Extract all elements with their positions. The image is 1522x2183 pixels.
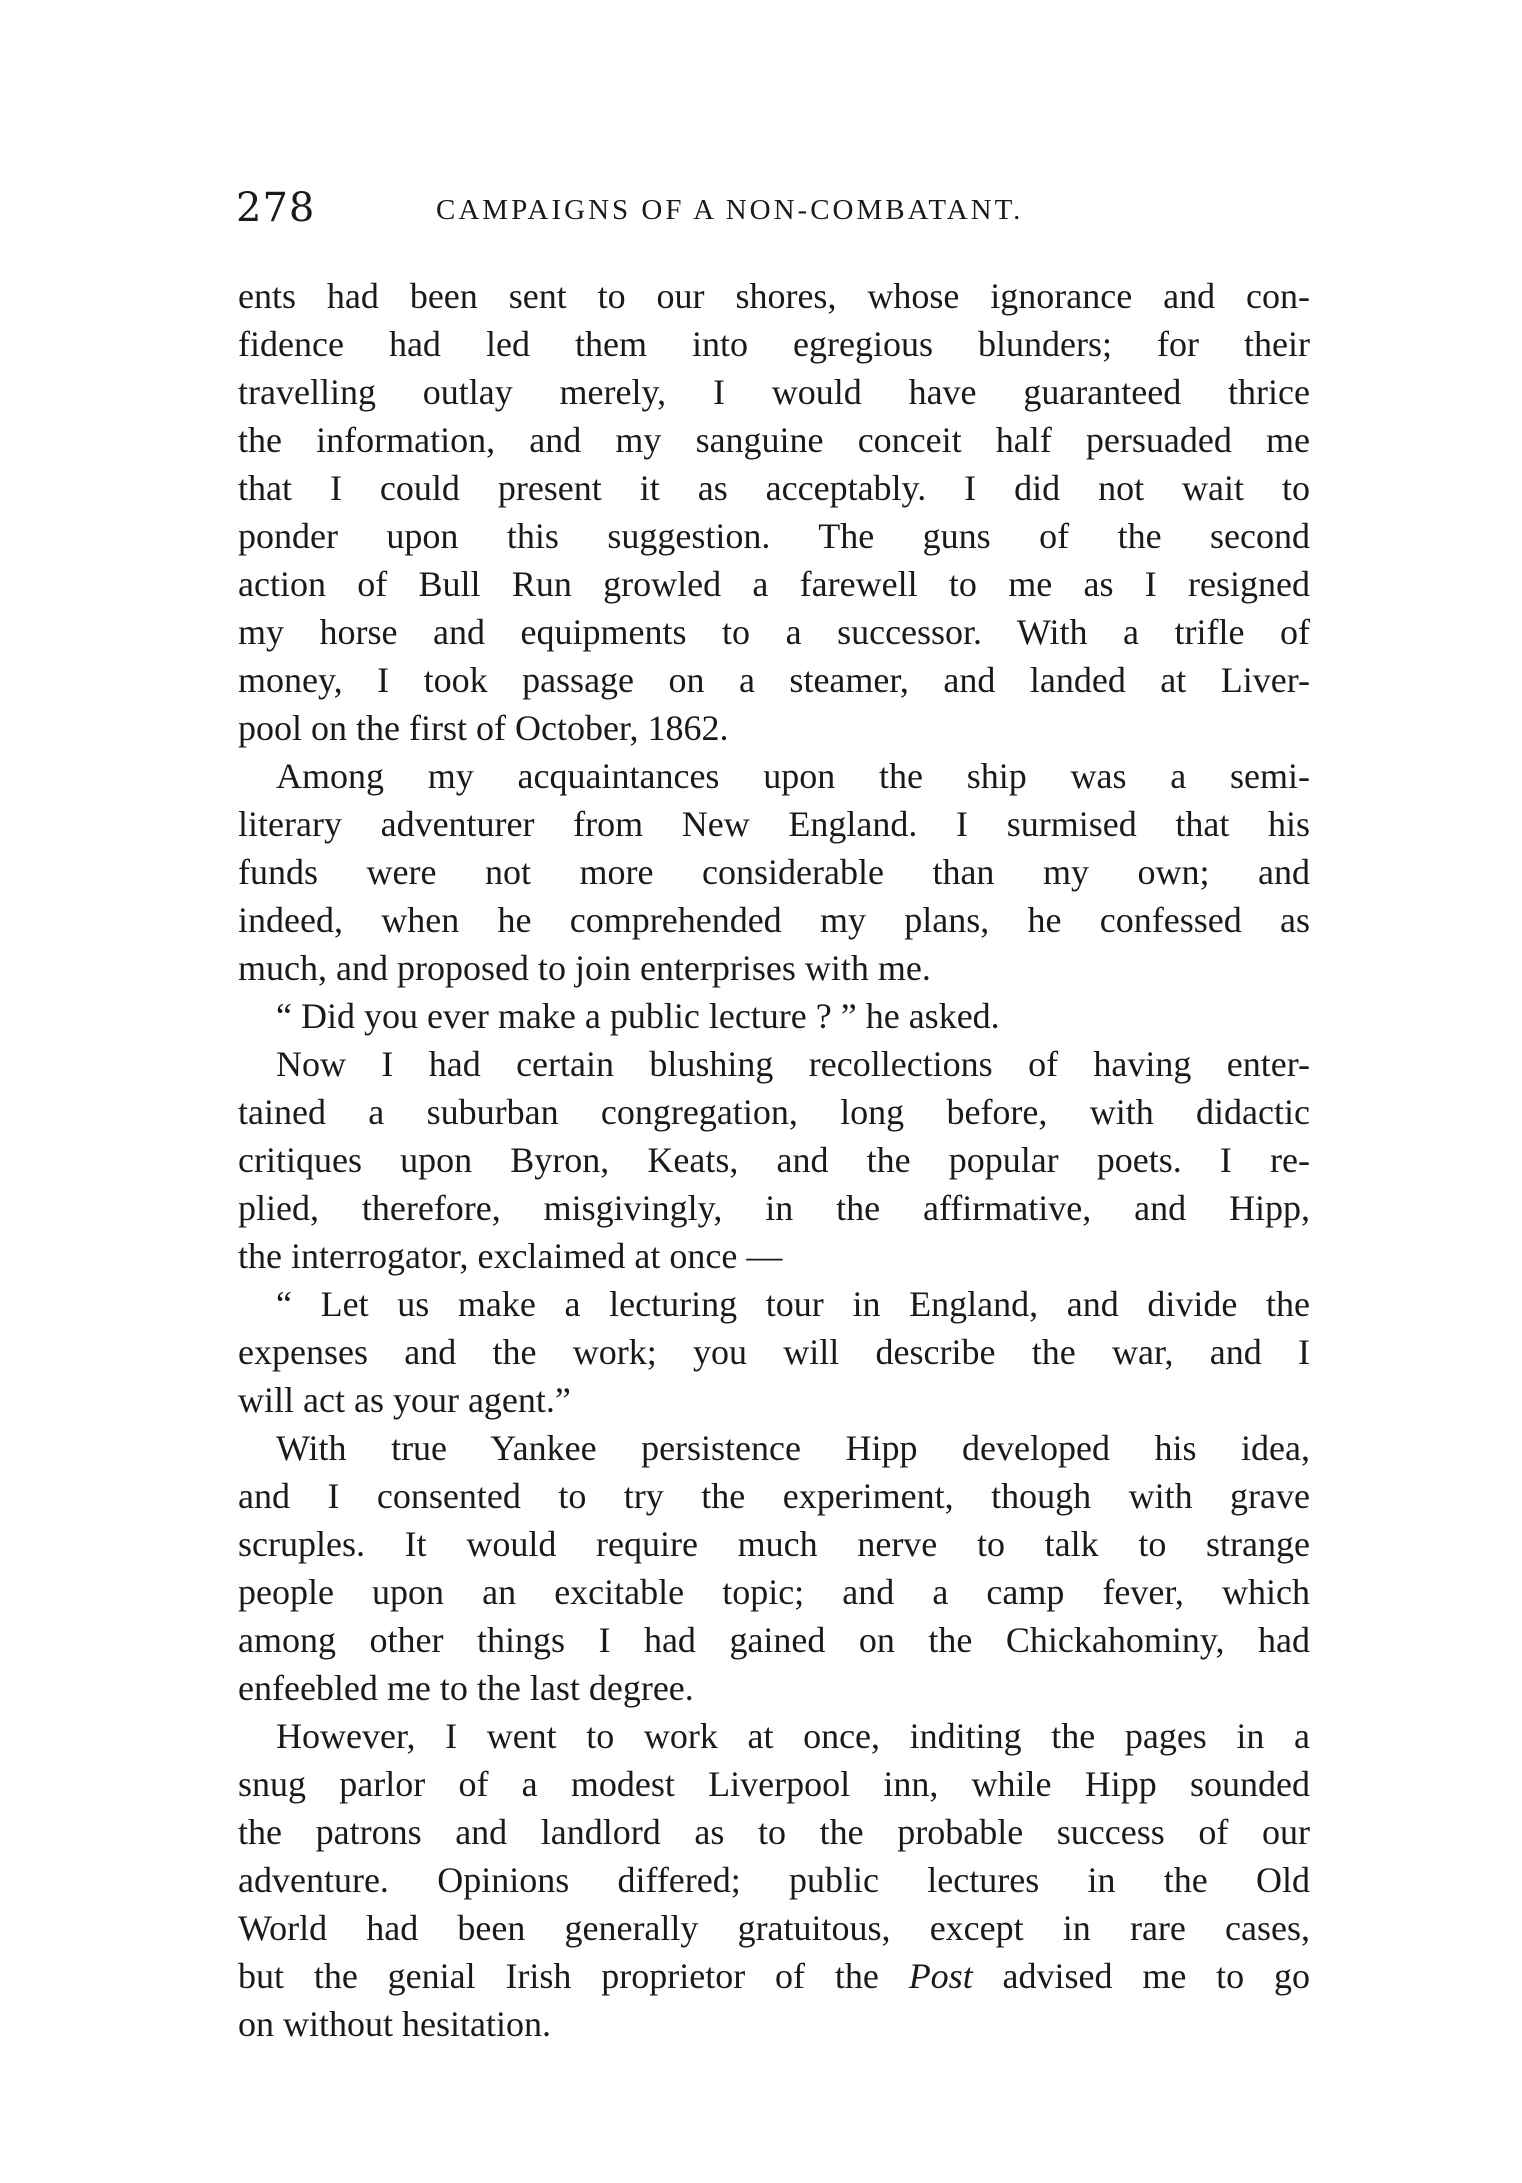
text-line: people upon an excitable topic; and a camp fever, which <box>238 1572 1310 1612</box>
text-line: “ Let us make a lecturing tour in England, and divide the <box>276 1284 1310 1324</box>
text-line: the interrogator, exclaimed at once — <box>238 1236 783 1276</box>
text-line: scruples. It would require much nerve to talk to strange <box>238 1524 1310 1564</box>
text-line: fidence had led them into egregious blunders; for their <box>238 324 1310 364</box>
text-line: will act as your agent.” <box>238 1380 571 1420</box>
text-segment: but the genial Irish proprietor of the <box>238 1956 909 1996</box>
text-line: However, I went to work at once, inditing the pages in a <box>276 1716 1310 1756</box>
text-line: ponder upon this suggestion. The guns of the second <box>238 516 1310 556</box>
running-head <box>236 178 1316 238</box>
text-line: tained a suburban congregation, long before, with didactic <box>238 1092 1310 1132</box>
text-line: and I consented to try the experiment, though with grave <box>238 1476 1310 1516</box>
text-line: “ Did you ever make a public lecture ? ” he asked. <box>276 996 1000 1036</box>
text-line: Now I had certain blushing recollections of having enter- <box>276 1044 1310 1084</box>
body-text <box>238 272 1310 2048</box>
text-line: the patrons and landlord as to the probable success of our <box>238 1812 1310 1852</box>
text-line: plied, therefore, misgivingly, in the affirmative, and Hipp, <box>238 1188 1310 1228</box>
text-line: World had been generally gratuitous, except in rare cases, <box>238 1908 1310 1948</box>
text-line: adventure. Opinions differed; public lectures in the Old <box>238 1860 1310 1900</box>
text-line: indeed, when he comprehended my plans, he confessed as <box>238 900 1310 940</box>
text-line: pool on the first of October, 1862. <box>238 708 729 748</box>
text-line: With true Yankee persistence Hipp developed his idea, <box>276 1428 1310 1468</box>
page-number: 278 <box>236 185 316 231</box>
text-line: action of Bull Run growled a farewell to me as I resigned <box>238 564 1310 604</box>
running-title: CAMPAIGNS OF A NON-COMBATANT. <box>436 194 1024 226</box>
text-line: money, I took passage on a steamer, and landed at Liver- <box>238 660 1310 700</box>
text-line: funds were not more considerable than my own; and <box>238 852 1310 892</box>
text-line: Among my acquaintances upon the ship was a semi- <box>276 756 1310 796</box>
text-line: the information, and my sanguine conceit half persuaded me <box>238 420 1310 460</box>
text-line: expenses and the work; you will describe the war, and I <box>238 1332 1310 1372</box>
text-line: literary adventurer from New England. I surmised that his <box>238 804 1310 844</box>
text-line: enfeebled me to the last degree. <box>238 1668 694 1708</box>
text-segment: advised me to go <box>972 1956 1310 1996</box>
text-line: critiques upon Byron, Keats, and the popular poets. I re- <box>238 1140 1310 1180</box>
text-line: much, and proposed to join enterprises with me. <box>238 948 931 988</box>
text-line: that I could present it as acceptably. I did not wait to <box>238 468 1310 508</box>
text-line: among other things I had gained on the Chickahominy, had <box>238 1620 1310 1660</box>
text-line: ents had been sent to our shores, whose ignorance and con- <box>238 276 1310 316</box>
text-line: snug parlor of a modest Liverpool inn, while Hipp sounded <box>238 1764 1310 1804</box>
text-line-with-italic <box>238 1952 1310 2000</box>
text-line: on without hesitation. <box>238 2004 551 2044</box>
text-line: travelling outlay merely, I would have guaranteed thrice <box>238 372 1310 412</box>
text-line: my horse and equipments to a successor. With a trifle of <box>238 612 1310 652</box>
italic-newspaper-title: Post <box>908 1956 973 1996</box>
